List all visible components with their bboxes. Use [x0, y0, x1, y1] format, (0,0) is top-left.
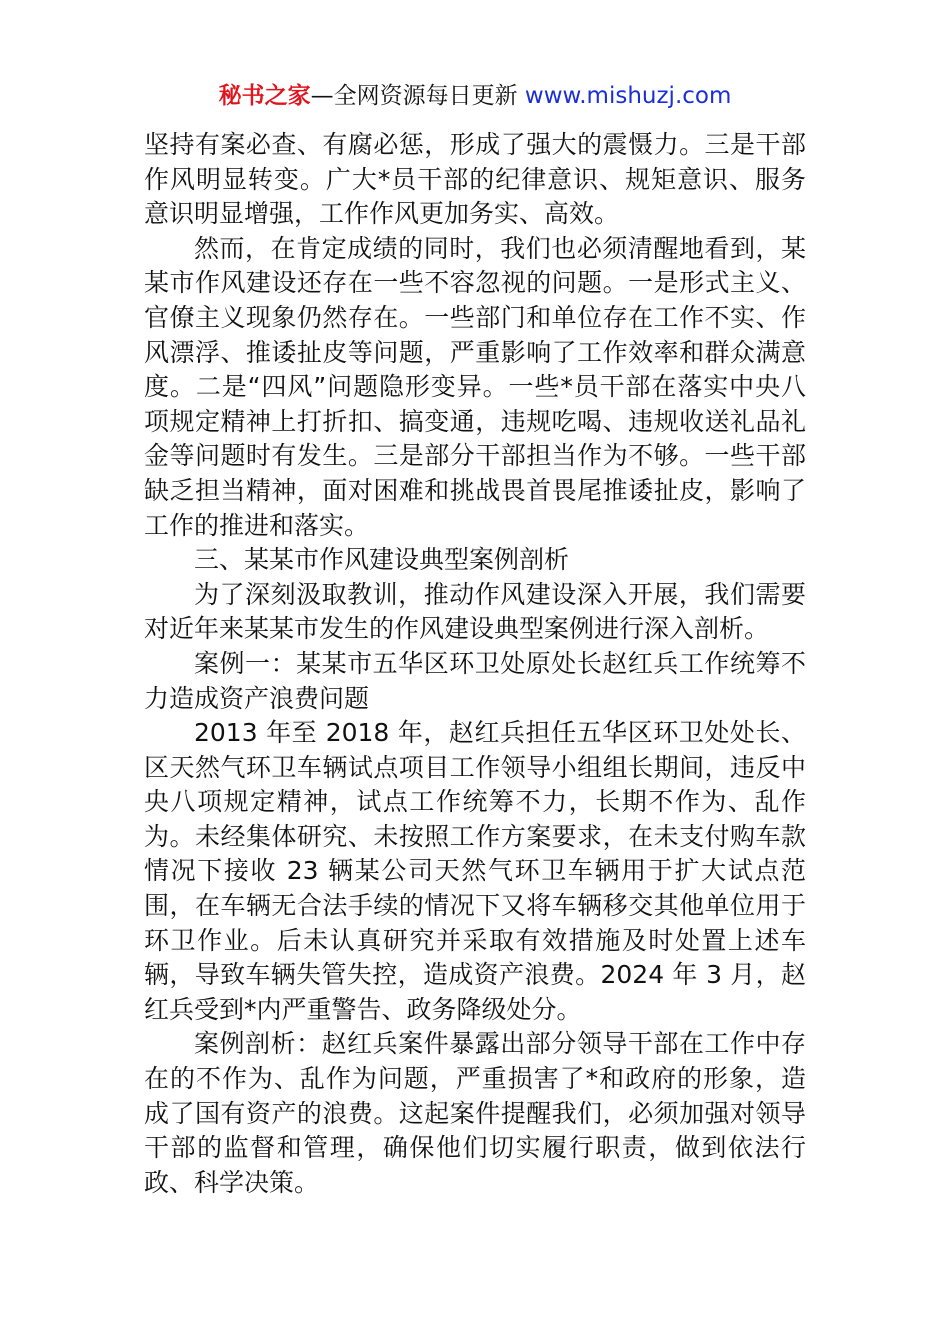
- paragraph-continuation: 坚持有案必查、有腐必惩，形成了强大的震慑力。三是干部作风明显转变。广大*员干部的纪律意识、规矩意识、服务意识明显增强，工作作风更加务实、高效。: [144, 130, 806, 229]
- header-tagline: —全网资源每日更新: [310, 83, 525, 109]
- header-brand: 秘书之家: [218, 83, 311, 109]
- case-one-details: 2013 年至 2018 年，赵红兵担任五华区环卫处处长、区天然气环卫车辆试点项目工作领导小组组长期间，违反中央八项规定精神，试点工作统筹不力，长期不作为、乱作为。未经集体研究、未按照工作方案要求，在未支付购车款情况下接收 23 辆某公司天然气环卫车辆用于扩大试点范围，在车辆无合法手续的情况下又将车辆移交其他单位用于环卫作业。后未认真研究并采取有效措施及时处置上述车辆，导致车辆失管失控，造成资产浪费。2024 年 3 月，赵红兵受到*内严重警告、政务降级处分。: [144, 718, 806, 1024]
- paragraph-problems: 然而，在肯定成绩的同时，我们也必须清醒地看到，某某市作风建设还存在一些不容忽视的问题。一是形式主义、官僚主义现象仍然存在。一些部门和单位存在工作不实、作风漂浮、推诿扯皮等问题，严重影响了工作效率和群众满意度。二是“四风”问题隐形变异。一些*员干部在落实中央八项规定精神上打折扣、搞变通，违规吃喝、违规收送礼品礼金等问题时有发生。三是部分干部担当作为不够。一些干部缺乏担当精神，面对困难和挑战畏首畏尾推诿扯皮，影响了工作的推进和落实。: [144, 233, 806, 540]
- case-one-title: 案例一：某某市五华区环卫处原处长赵红兵工作统筹不力造成资产浪费问题: [144, 648, 806, 713]
- page-header: [0, 80, 950, 112]
- case-one-analysis: 案例剖析：赵红兵案件暴露出部分领导干部在工作中存在的不作为、乱作为问题，严重损害了*和政府的形象，造成了国有资产的浪费。这起案件提醒我们，必须加强对领导干部的监督和管理，确保他们切实履行职责，做到依法行政、科学决策。: [144, 1029, 806, 1197]
- header-url-link[interactable]: www.mishuzj.com: [524, 83, 732, 109]
- section-heading-cases: 三、某某市作风建设典型案例剖析: [194, 545, 570, 575]
- document-body: [144, 128, 806, 1200]
- paragraph-intro-cases: 为了深刻汲取教训，推动作风建设深入开展，我们需要对近年来某某市发生的作风建设典型案例进行深入剖析。: [144, 579, 806, 644]
